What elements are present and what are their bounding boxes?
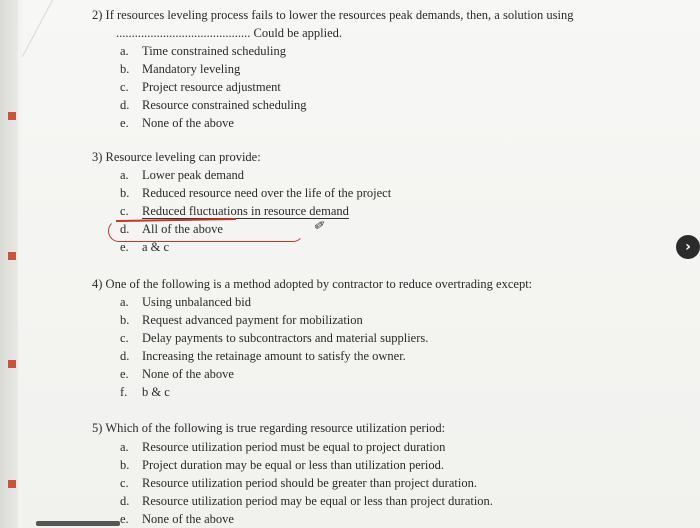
pen-mark-icon: ✐ xyxy=(312,217,327,234)
option-letter: d. xyxy=(120,222,130,236)
option-letter: a. xyxy=(120,440,129,454)
option-text: Delay payments to subcontractors and material suppliers. xyxy=(142,331,429,345)
option-text: None of the above xyxy=(142,116,234,130)
question-text: Resource leveling can provide: xyxy=(105,150,261,164)
option-letter: e. xyxy=(120,512,129,526)
option-5e xyxy=(120,511,234,527)
option-text: Project duration may be equal or less than utilization period. xyxy=(142,458,445,472)
option-letter: a. xyxy=(120,44,129,58)
option-letter: c. xyxy=(120,476,129,490)
option-5d xyxy=(120,493,493,509)
option-4c xyxy=(120,330,428,346)
option-2d xyxy=(120,97,307,113)
option-4a xyxy=(120,294,251,310)
option-letter: e. xyxy=(120,367,129,381)
option-2b xyxy=(120,61,240,77)
question-number: 3) xyxy=(92,150,103,164)
option-text: Reduced resource need over the life of the project xyxy=(142,186,392,200)
option-text: None of the above xyxy=(142,367,234,381)
option-letter: c. xyxy=(120,331,129,345)
option-2a xyxy=(120,43,286,59)
option-letter: a. xyxy=(120,168,129,182)
edge-marker xyxy=(8,360,16,368)
edge-marker xyxy=(8,480,16,488)
question-4 xyxy=(92,276,532,292)
option-letter: e. xyxy=(120,116,129,130)
scroll-indicator[interactable] xyxy=(36,521,120,526)
option-text: Resource constrained scheduling xyxy=(142,98,307,112)
question-number: 2) xyxy=(92,8,103,22)
option-2e xyxy=(120,115,234,131)
option-5b xyxy=(120,457,444,473)
question-number: 5) xyxy=(92,421,103,435)
option-5a xyxy=(120,439,445,455)
option-5c xyxy=(120,475,477,491)
option-text: Mandatory leveling xyxy=(142,62,241,76)
option-text: b & c xyxy=(142,385,170,399)
option-letter: c. xyxy=(120,80,129,94)
option-text: None of the above xyxy=(142,512,234,526)
option-text: All of the above xyxy=(142,222,223,236)
option-letter: f. xyxy=(120,385,128,399)
option-text: Using unbalanced bid xyxy=(142,295,252,309)
option-letter: a. xyxy=(120,295,129,309)
viewer-left-edge xyxy=(0,0,18,528)
option-4f xyxy=(120,384,170,400)
option-letter: b. xyxy=(120,62,130,76)
option-letter: d. xyxy=(120,349,130,363)
option-letter: d. xyxy=(120,98,130,112)
option-text: Reduced fluctuations in resource demand xyxy=(142,204,349,218)
option-4e xyxy=(120,366,234,382)
option-text: Request advanced payment for mobilization xyxy=(142,313,363,327)
question-2-continuation: ........................................... Could be applied. xyxy=(116,26,343,40)
option-2c xyxy=(120,79,281,95)
option-text: a & c xyxy=(142,240,170,254)
option-letter: b. xyxy=(120,186,130,200)
option-4d xyxy=(120,348,406,364)
option-letter: b. xyxy=(120,313,130,327)
page-fold-line xyxy=(22,0,53,57)
option-text: Time constrained scheduling xyxy=(142,44,286,58)
option-3a xyxy=(120,167,244,183)
edge-marker xyxy=(8,112,16,120)
option-letter: e. xyxy=(120,240,129,254)
option-text: Lower peak demand xyxy=(142,168,245,182)
option-letter: d. xyxy=(120,494,130,508)
option-text: Resource utilization period may be equal or less than project duration. xyxy=(142,494,493,508)
next-page-button[interactable] xyxy=(676,235,700,259)
question-text: Which of the following is true regarding resource utilization period: xyxy=(105,421,446,435)
option-text: Resource utilization period must be equal to project duration xyxy=(142,440,446,454)
question-5 xyxy=(92,420,445,436)
chevron-right-icon: › xyxy=(685,239,691,255)
option-4b xyxy=(120,312,363,328)
question-3 xyxy=(92,149,261,165)
option-letter: b. xyxy=(120,458,130,472)
option-text: Resource utilization period should be greater than project duration. xyxy=(142,476,477,490)
option-text: Increasing the retainage amount to satisfy the owner. xyxy=(142,349,406,363)
option-letter: c. xyxy=(120,204,129,218)
question-2 xyxy=(92,7,573,23)
question-text: If resources leveling process fails to lower the resources peak demands, then, a solution using xyxy=(105,8,574,22)
question-number: 4) xyxy=(92,277,103,291)
answer-circle-annotation xyxy=(108,220,304,242)
edge-marker xyxy=(8,252,16,260)
question-text: One of the following is a method adopted by contractor to reduce overtrading except: xyxy=(105,277,533,291)
option-text: Project resource adjustment xyxy=(142,80,281,94)
option-3b xyxy=(120,185,391,201)
